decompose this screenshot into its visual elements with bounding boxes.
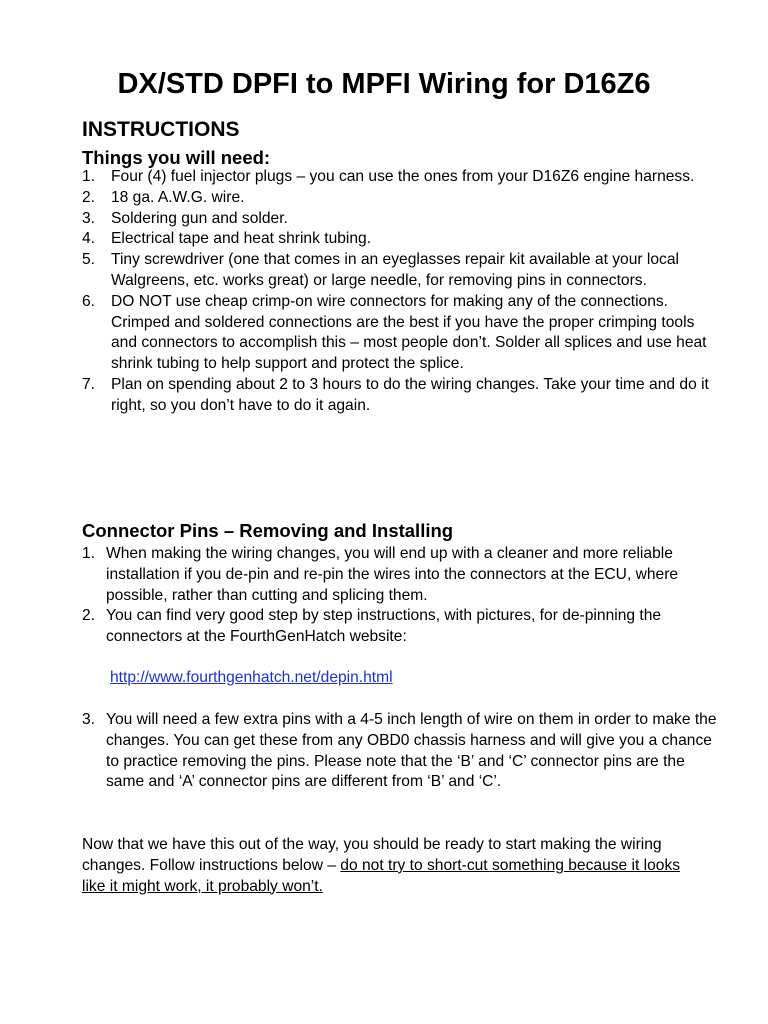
list-number: 3. xyxy=(82,209,96,227)
list-item-text: Soldering gun and solder. xyxy=(111,209,288,227)
depin-link[interactable]: http://www.fourthgenhatch.net/depin.html xyxy=(110,669,393,686)
closing-warning: do not try to short-cut something because it looks like it might work, it probably won’t. xyxy=(82,856,681,895)
list-number: 2. xyxy=(82,607,96,625)
closing-paragraph xyxy=(82,835,702,897)
things-list xyxy=(82,167,722,417)
closing-text: Now that we have this out of the way, you should be ready to start making the wiring changes. Follow instructions below – xyxy=(82,836,662,874)
list-number: 7. xyxy=(82,375,96,393)
list-number: 4. xyxy=(82,230,96,248)
list-item xyxy=(82,167,722,188)
list-item-text: When making the wiring changes, you will end up with a cleaner and more reliable installation if you de-pin and re-pin the wires into the connectors at the ECU, where possible, rather than cutting and splicing them. xyxy=(106,545,679,604)
list-number: 1. xyxy=(82,168,96,185)
list-number: 6. xyxy=(82,292,96,310)
list-number: 3. xyxy=(82,711,96,728)
things-heading: Things you will need: xyxy=(82,147,271,168)
list-item-text: You can find very good step by step instructions, with pictures, for de-pinning the connectors at the FourthGenHatch website: xyxy=(106,607,662,646)
list-item xyxy=(82,544,722,606)
list-item-text: Four (4) fuel injector plugs – you can use the ones from your D16Z6 engine harness. xyxy=(111,168,695,185)
list-item-text: Plan on spending about 2 to 3 hours to do the wiring changes. Take your time and do it right, so you don’t have to do it again. xyxy=(111,375,709,414)
list-number: 2. xyxy=(82,188,96,206)
list-item xyxy=(82,250,722,292)
list-item xyxy=(82,710,722,793)
list-number: 5. xyxy=(82,251,96,269)
list-item xyxy=(82,606,722,648)
list-item xyxy=(82,292,722,375)
list-item xyxy=(82,229,722,250)
instructions-heading: INSTRUCTIONS xyxy=(82,118,240,141)
list-number: 1. xyxy=(82,545,96,562)
list-item-text: Tiny screwdriver (one that comes in an eyeglasses repair kit available at your local Walgreens, etc. works great) or large needle, for removing pins in connectors. xyxy=(111,251,679,289)
list-item xyxy=(82,209,722,230)
list-item xyxy=(82,188,722,209)
list-item-text: 18 ga. A.W.G. wire. xyxy=(111,188,245,206)
connector-list-b xyxy=(82,710,722,793)
document-title: DX/STD DPFI to MPFI Wiring for D16Z6 xyxy=(117,68,651,100)
list-item-text: You will need a few extra pins with a 4-5 inch length of wire on them in order to make the changes. You can get these from any OBD0 chassis harness and will give you a chance to practice removing the pins. Please note that the ‘B’ and ‘C’ connector pins are the same and ‘A’ connector pins are different from ‘B’ and ‘C’. xyxy=(106,711,717,791)
list-item-text: Electrical tape and heat shrink tubing. xyxy=(111,230,372,248)
list-item-text: DO NOT use cheap crimp-on wire connectors for making any of the connections. Crimped and soldered connections are the best if you have the proper crimping tools and connectors to accomplish this – most people don’t. Solder all splices and use heat shrink tubing to help support and protect the splice. xyxy=(111,292,707,373)
connector-list-a xyxy=(82,544,722,648)
connector-heading: Connector Pins – Removing and Installing xyxy=(82,520,454,541)
list-item xyxy=(82,375,722,417)
